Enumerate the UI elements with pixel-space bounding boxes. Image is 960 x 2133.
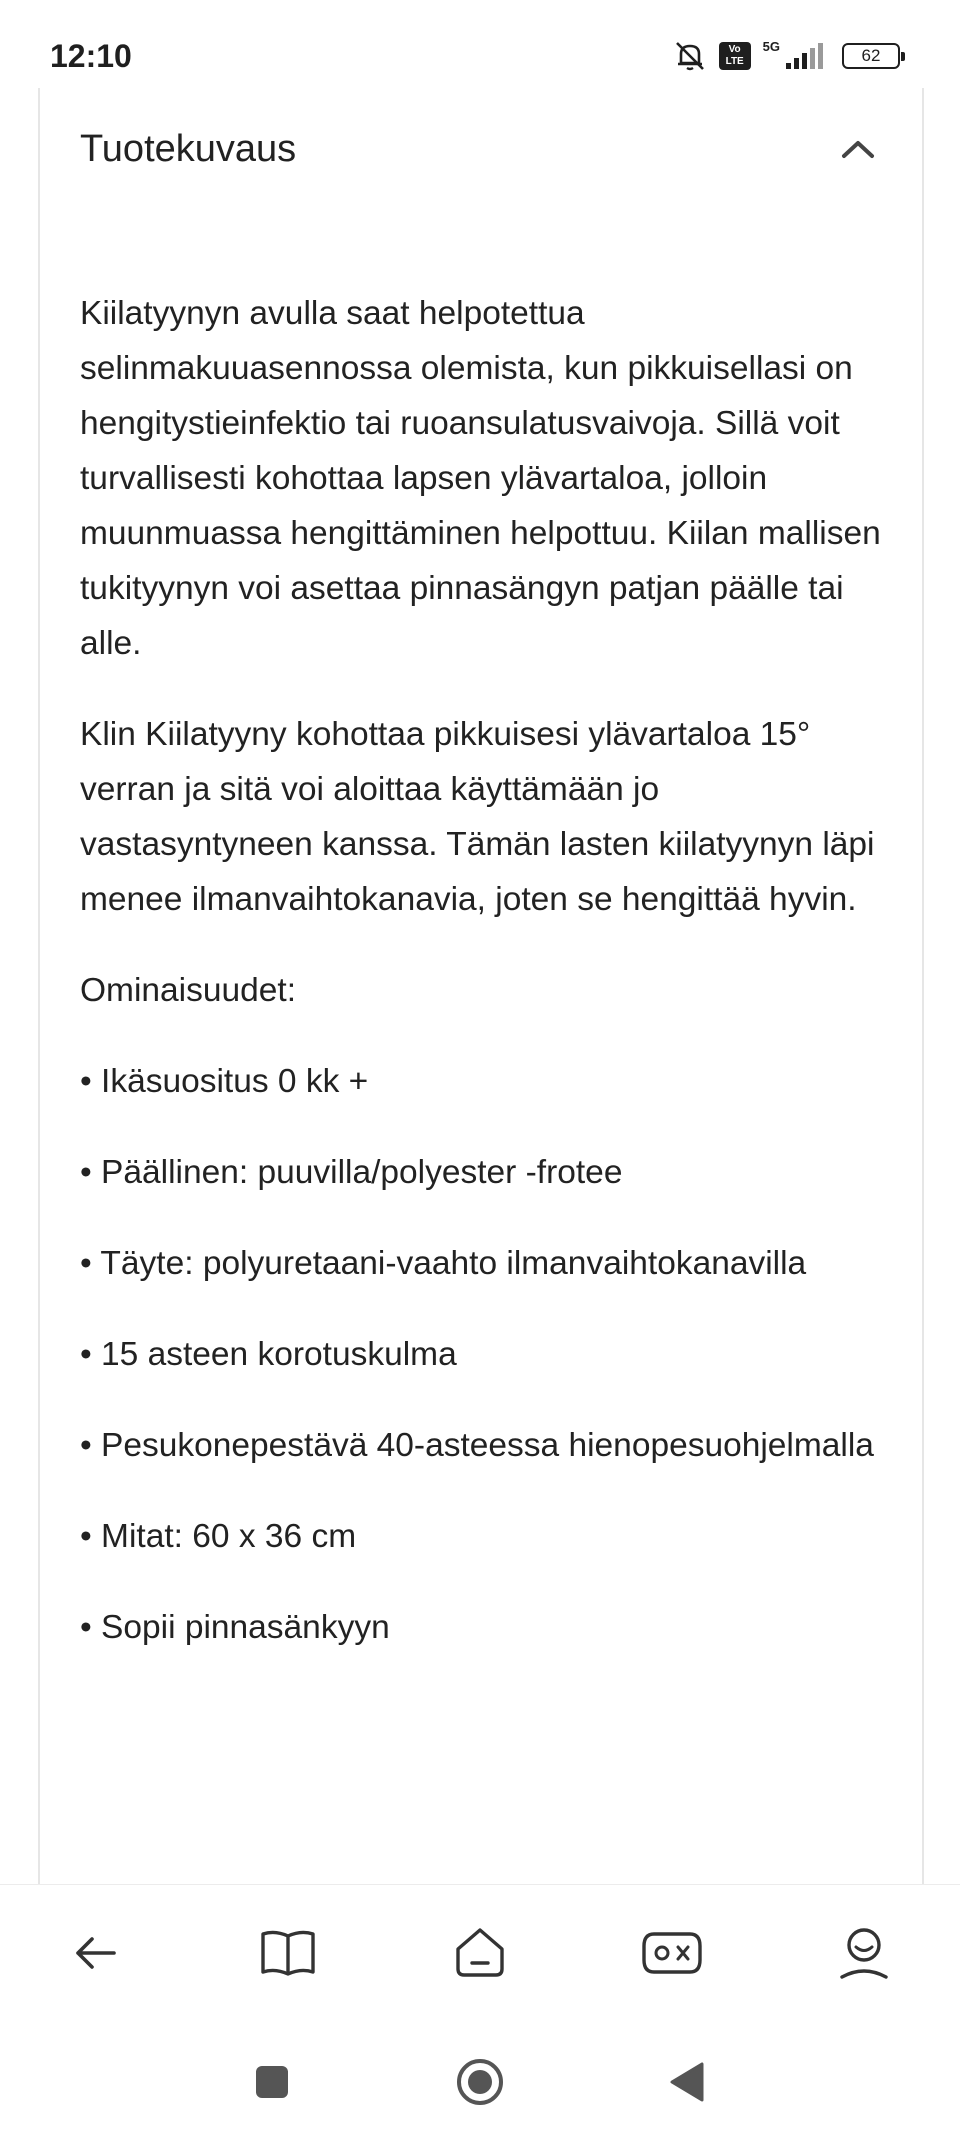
back-triangle-icon bbox=[668, 2060, 708, 2104]
feature-item: • Päällinen: puuvilla/polyester -frotee bbox=[80, 1154, 623, 1191]
description-paragraph-2: Klin Kiilatyyny kohottaa pikkuisesi ylävartaloa 15° verran ja sitä voi aloittaa käyttämään jo vastasyntyneen kanssa. Tämän lasten kiilatyynyn läpi menee ilmanvaihtokanavia, joten se hengittää hyvin. bbox=[80, 716, 875, 918]
home-icon bbox=[452, 1925, 508, 1981]
system-nav bbox=[0, 2014, 960, 2133]
status-bar bbox=[0, 0, 960, 88]
bottom-nav bbox=[0, 1884, 960, 2014]
status-icons bbox=[673, 36, 900, 76]
back-arrow-icon bbox=[70, 1927, 122, 1979]
features-heading: Ominaisuudet: bbox=[80, 972, 296, 1009]
recents-square-icon bbox=[254, 2064, 290, 2100]
feature-item: • Sopii pinnasänkyyn bbox=[80, 1609, 390, 1646]
bell-muted-icon bbox=[673, 39, 707, 73]
feature-item: • Täyte: polyuretaani-vaahto ilmanvaihtokanavilla bbox=[80, 1245, 807, 1282]
volte-icon: Vo LTE bbox=[719, 42, 751, 70]
system-back-button[interactable] bbox=[658, 2052, 718, 2112]
section-title: Tuotekuvaus bbox=[80, 128, 297, 170]
feature-item: • Pesukonepestävä 40-asteessa hienopesuohjelmalla bbox=[80, 1427, 874, 1464]
home-circle-icon bbox=[455, 2057, 505, 2107]
feature-item: • 15 asteen korotuskulma bbox=[80, 1336, 457, 1373]
catalog-button[interactable] bbox=[256, 1921, 320, 1985]
book-icon bbox=[259, 1926, 317, 1980]
home-button[interactable] bbox=[448, 1921, 512, 1985]
product-description-card bbox=[38, 88, 924, 1884]
feature-item: • Mitat: 60 x 36 cm bbox=[80, 1518, 357, 1555]
status-time: 12:10 bbox=[50, 38, 132, 74]
description-content bbox=[80, 286, 890, 1691]
games-button[interactable] bbox=[640, 1921, 704, 1985]
feature-item: • Ikäsuositus 0 kk + bbox=[80, 1063, 369, 1100]
gamepad-icon bbox=[640, 1928, 704, 1978]
profile-button[interactable] bbox=[832, 1921, 896, 1985]
back-button[interactable] bbox=[64, 1921, 128, 1985]
chevron-up-icon[interactable] bbox=[838, 134, 878, 164]
battery-indicator: 62 bbox=[842, 43, 900, 69]
signal-icon bbox=[784, 41, 830, 71]
recents-button[interactable] bbox=[242, 2052, 302, 2112]
network-type: 5G bbox=[762, 38, 780, 54]
description-paragraph-1: Kiilatyynyn avulla saat helpotettua selinmakuuasennossa olemista, kun pikkuisellasi on hengitystieinfektio tai ruoansulatusvaivoja. Sillä voit turvallisesti kohottaa lapsen ylävartaloa, jolloin muunmuassa hengittäminen helpottuu. Kiilan mallisen tukityynyn voi asettaa pinnasängyn patjan päälle tai alle. bbox=[80, 295, 881, 662]
system-home-button[interactable] bbox=[450, 2052, 510, 2112]
section-header[interactable] bbox=[40, 88, 922, 218]
profile-icon bbox=[838, 1925, 890, 1981]
